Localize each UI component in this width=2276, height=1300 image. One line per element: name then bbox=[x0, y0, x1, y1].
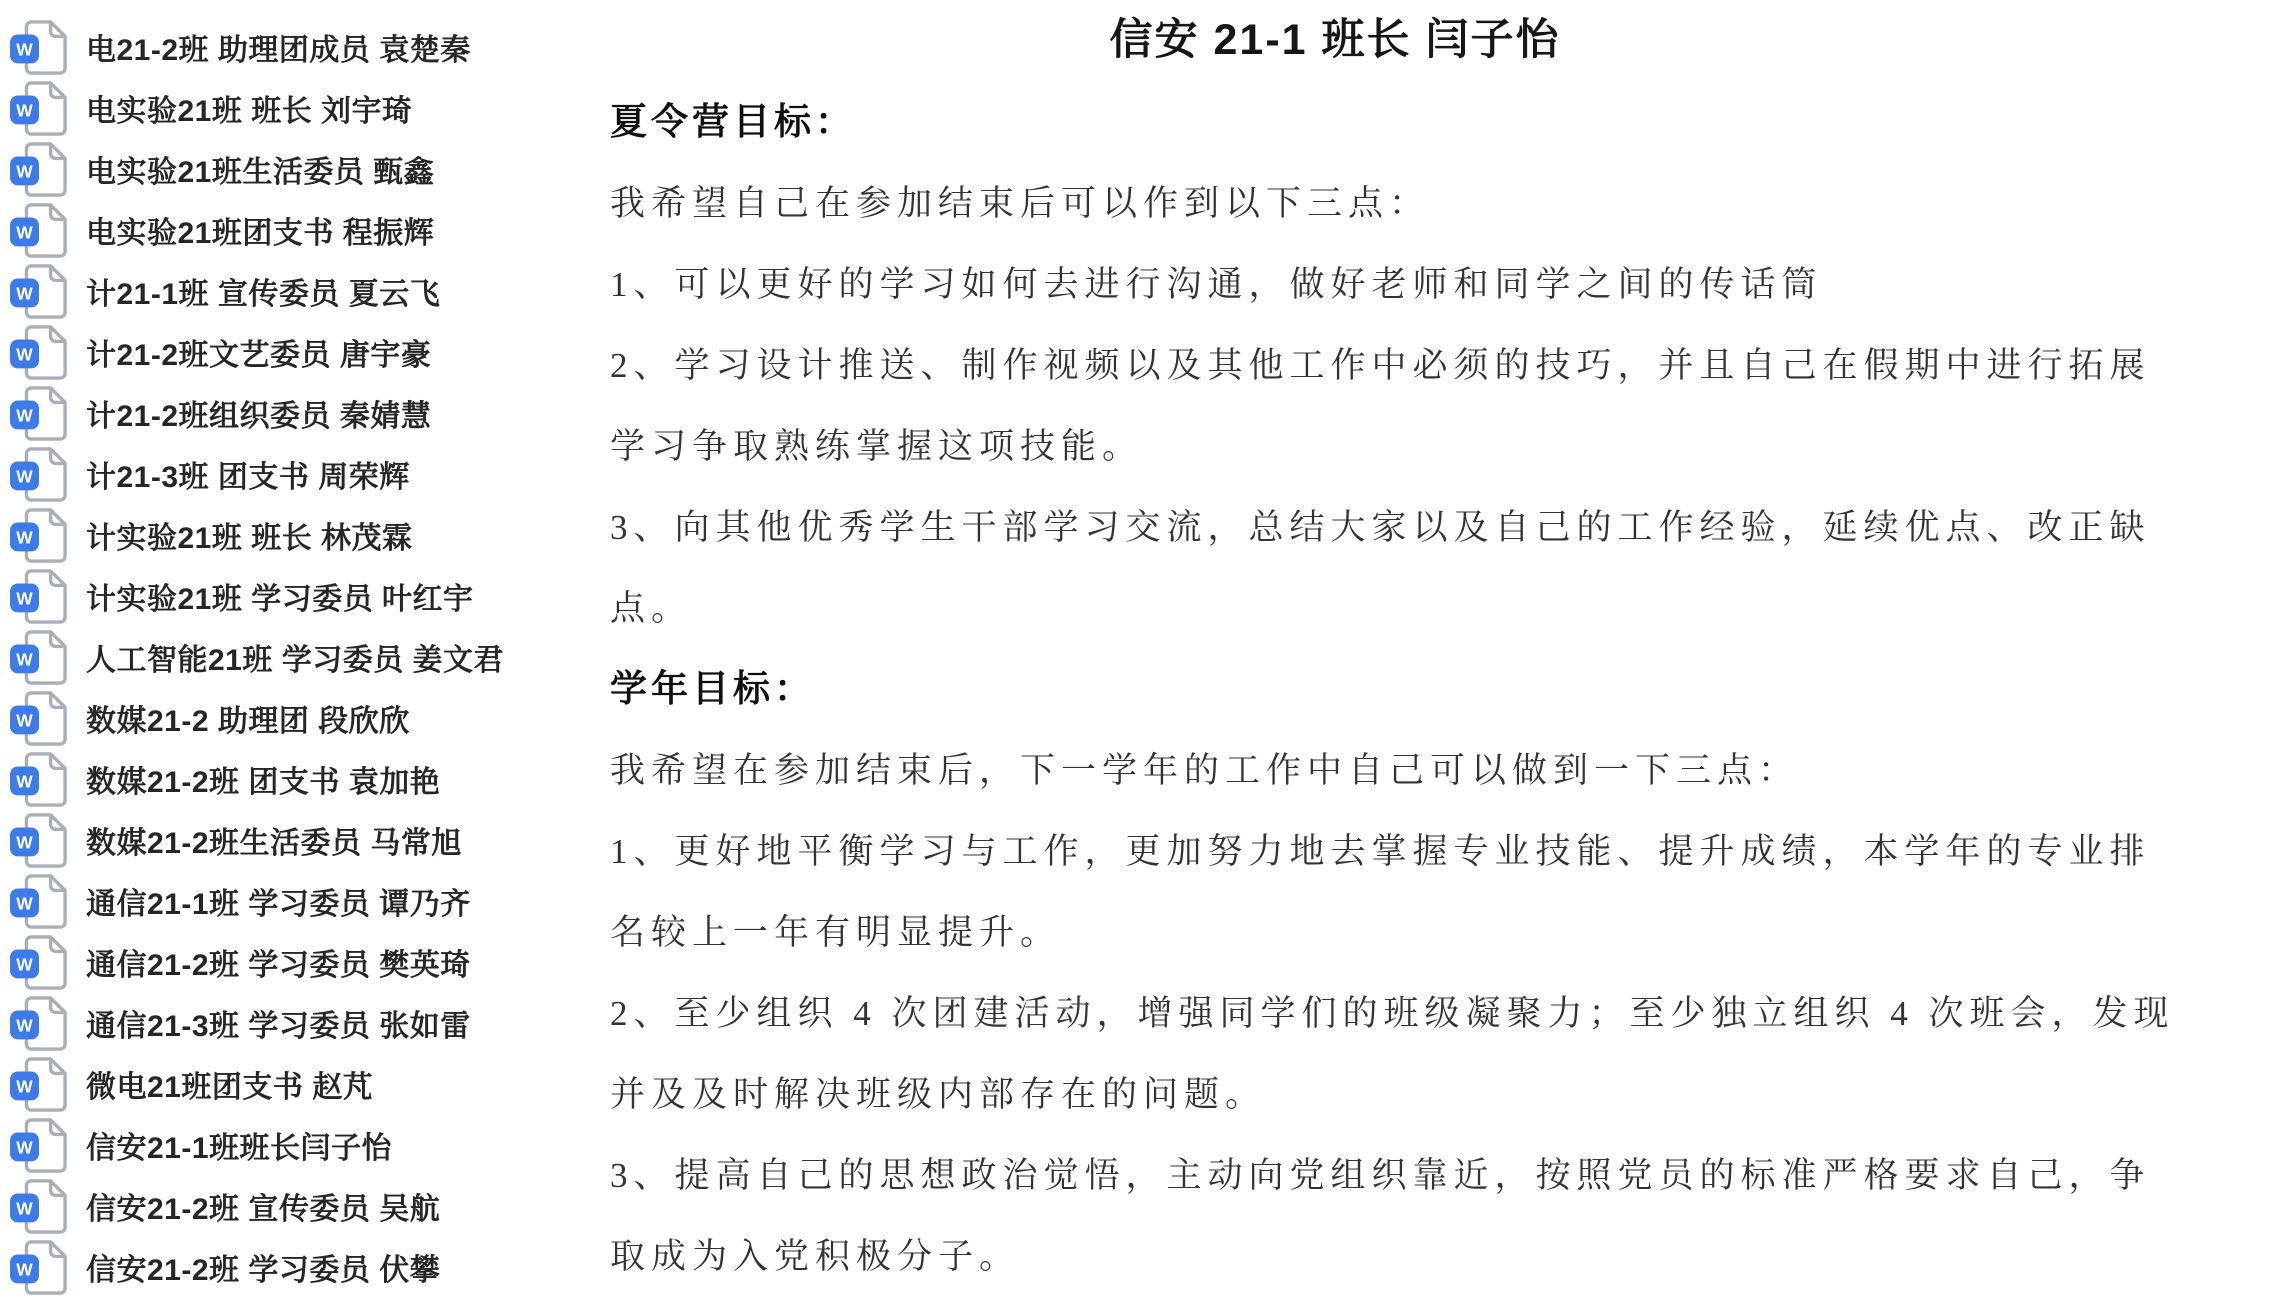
svg-text:W: W bbox=[16, 1015, 33, 1036]
document-line: 3、向其他优秀学生干部学习交流，总结大家以及自己的工作经验，延续优点、改正缺 bbox=[610, 508, 2151, 547]
document-line: 1、可以更好的学习如何去进行沟通，做好老师和同学之间的传话筒 bbox=[610, 265, 1823, 304]
svg-text:W: W bbox=[16, 893, 33, 914]
file-label: 人工智能21班 学习委员 姜文君 bbox=[86, 643, 505, 677]
word-doc-icon bbox=[8, 568, 70, 624]
svg-text:W: W bbox=[16, 283, 33, 304]
document-title: 信安 21-1 班长 闫子怡 bbox=[1109, 16, 1561, 64]
file-label: 信安21-2班 宣传委员 吴航 bbox=[86, 1192, 441, 1226]
file-label: 电实验21班团支书 程振辉 bbox=[86, 216, 435, 250]
file-list-item[interactable] bbox=[0, 1236, 590, 1297]
document-line: 并及及时解决班级内部存在的问题。 bbox=[610, 1075, 1267, 1114]
document-line: 我希望在参加结束后，下一学年的工作中自己可以做到一下三点： bbox=[610, 751, 1800, 790]
document-line: 学习争取熟练掌握这项技能。 bbox=[610, 427, 1144, 466]
svg-text:W: W bbox=[16, 100, 33, 121]
svg-text:W: W bbox=[16, 527, 33, 548]
file-list-item[interactable] bbox=[0, 138, 590, 199]
file-label: 通信21-2班 学习委员 樊英琦 bbox=[86, 948, 471, 982]
word-doc-icon bbox=[8, 385, 70, 441]
file-list-item[interactable] bbox=[0, 16, 590, 77]
file-list-item[interactable] bbox=[0, 565, 590, 626]
document-line: 我希望自己在参加结束后可以作到以下三点： bbox=[610, 184, 1431, 223]
svg-text:W: W bbox=[16, 832, 33, 853]
svg-text:W: W bbox=[16, 710, 33, 731]
document-line: 点。 bbox=[610, 589, 693, 628]
document-body bbox=[610, 82, 2276, 1297]
svg-text:W: W bbox=[16, 649, 33, 670]
file-list-item[interactable] bbox=[0, 809, 590, 870]
file-label: 信安21-2班 学习委员 伏攀 bbox=[86, 1253, 441, 1287]
svg-text:W: W bbox=[16, 405, 33, 426]
file-list-item[interactable] bbox=[0, 1175, 590, 1236]
svg-text:W: W bbox=[16, 1198, 33, 1219]
file-label: 计21-3班 团支书 周荣辉 bbox=[86, 460, 410, 494]
file-label: 计实验21班 学习委员 叶红宇 bbox=[86, 582, 474, 616]
document-line: 3、提高自己的思想政治觉悟，主动向党组织靠近，按照党员的标准严格要求自己，争 bbox=[610, 1156, 2151, 1195]
file-label: 通信21-1班 学习委员 谭乃齐 bbox=[86, 887, 471, 921]
file-list-item[interactable] bbox=[0, 382, 590, 443]
file-label: 电21-2班 助理团成员 袁楚秦 bbox=[86, 33, 471, 67]
file-list-item[interactable] bbox=[0, 1114, 590, 1175]
svg-text:W: W bbox=[16, 1137, 33, 1158]
document-line: 名较上一年有明显提升。 bbox=[610, 913, 1062, 952]
file-label: 通信21-3班 学习委员 张如雷 bbox=[86, 1009, 471, 1043]
document-line: 2、学习设计推送、制作视频以及其他工作中必须的技巧，并且自己在假期中进行拓展 bbox=[610, 346, 2151, 385]
word-doc-icon bbox=[8, 80, 70, 136]
svg-text:W: W bbox=[16, 1259, 33, 1280]
document-line: 取成为入党积极分子。 bbox=[610, 1237, 1021, 1276]
word-doc-icon bbox=[8, 934, 70, 990]
word-doc-icon bbox=[8, 751, 70, 807]
file-list-item[interactable] bbox=[0, 748, 590, 809]
word-doc-icon bbox=[8, 995, 70, 1051]
file-label: 计实验21班 班长 林茂霖 bbox=[86, 521, 413, 555]
file-list-item[interactable] bbox=[0, 199, 590, 260]
file-list-item[interactable] bbox=[0, 504, 590, 565]
svg-text:W: W bbox=[16, 466, 33, 487]
file-list-item[interactable] bbox=[0, 443, 590, 504]
document-line: 2、至少组织 4 次团建活动，增强同学们的班级凝聚力；至少独立组织 4 次班会，发现 bbox=[610, 994, 2175, 1033]
word-doc-icon bbox=[8, 1239, 70, 1295]
file-list-item[interactable] bbox=[0, 260, 590, 321]
svg-text:W: W bbox=[16, 161, 33, 182]
word-doc-icon bbox=[8, 507, 70, 563]
word-doc-icon bbox=[8, 324, 70, 380]
word-doc-icon bbox=[8, 141, 70, 197]
file-label: 计21-2班文艺委员 唐宇豪 bbox=[86, 338, 432, 372]
document-line: 1、更好地平衡学习与工作，更加努力地去掌握专业技能、提升成绩，本学年的专业排 bbox=[610, 832, 2151, 871]
word-doc-icon bbox=[8, 812, 70, 868]
file-list-item[interactable] bbox=[0, 931, 590, 992]
file-label: 数媒21-2班 团支书 袁加艳 bbox=[86, 765, 441, 799]
word-doc-icon bbox=[8, 202, 70, 258]
file-list-item[interactable] bbox=[0, 77, 590, 138]
file-list-item[interactable] bbox=[0, 992, 590, 1053]
file-list bbox=[0, 16, 590, 1297]
svg-text:W: W bbox=[16, 39, 33, 60]
document-line: 夏令营目标： bbox=[610, 102, 856, 143]
svg-text:W: W bbox=[16, 344, 33, 365]
svg-text:W: W bbox=[16, 1076, 33, 1097]
file-list-sidebar bbox=[0, 0, 590, 1287]
svg-text:W: W bbox=[16, 222, 33, 243]
file-label: 微电21班团支书 赵芃 bbox=[86, 1070, 374, 1104]
file-list-item[interactable] bbox=[0, 687, 590, 748]
file-list-item[interactable] bbox=[0, 1053, 590, 1114]
document-line: 学年目标： bbox=[610, 669, 815, 710]
file-label: 数媒21-2 助理团 段欣欣 bbox=[86, 704, 410, 738]
file-list-item[interactable] bbox=[0, 321, 590, 382]
file-label: 计21-1班 宣传委员 夏云飞 bbox=[86, 277, 441, 311]
svg-text:W: W bbox=[16, 954, 33, 975]
word-doc-icon bbox=[8, 1117, 70, 1173]
document-preview bbox=[610, 0, 2276, 1280]
file-label: 电实验21班生活委员 甄鑫 bbox=[86, 155, 435, 189]
word-doc-icon bbox=[8, 1178, 70, 1234]
svg-text:W: W bbox=[16, 588, 33, 609]
word-doc-icon bbox=[8, 1056, 70, 1112]
word-doc-icon bbox=[8, 19, 70, 75]
word-doc-icon bbox=[8, 263, 70, 319]
file-list-item[interactable] bbox=[0, 870, 590, 931]
word-doc-icon bbox=[8, 690, 70, 746]
word-doc-icon bbox=[8, 629, 70, 685]
word-doc-icon bbox=[8, 873, 70, 929]
file-label: 电实验21班 班长 刘宇琦 bbox=[86, 94, 413, 128]
file-label: 数媒21-2班生活委员 马常旭 bbox=[86, 826, 462, 860]
file-label: 计21-2班组织委员 秦婧慧 bbox=[86, 399, 432, 433]
file-list-item[interactable] bbox=[0, 626, 590, 687]
file-label: 信安21-1班班长闫子怡 bbox=[86, 1131, 393, 1165]
word-doc-icon bbox=[8, 446, 70, 502]
svg-text:W: W bbox=[16, 771, 33, 792]
